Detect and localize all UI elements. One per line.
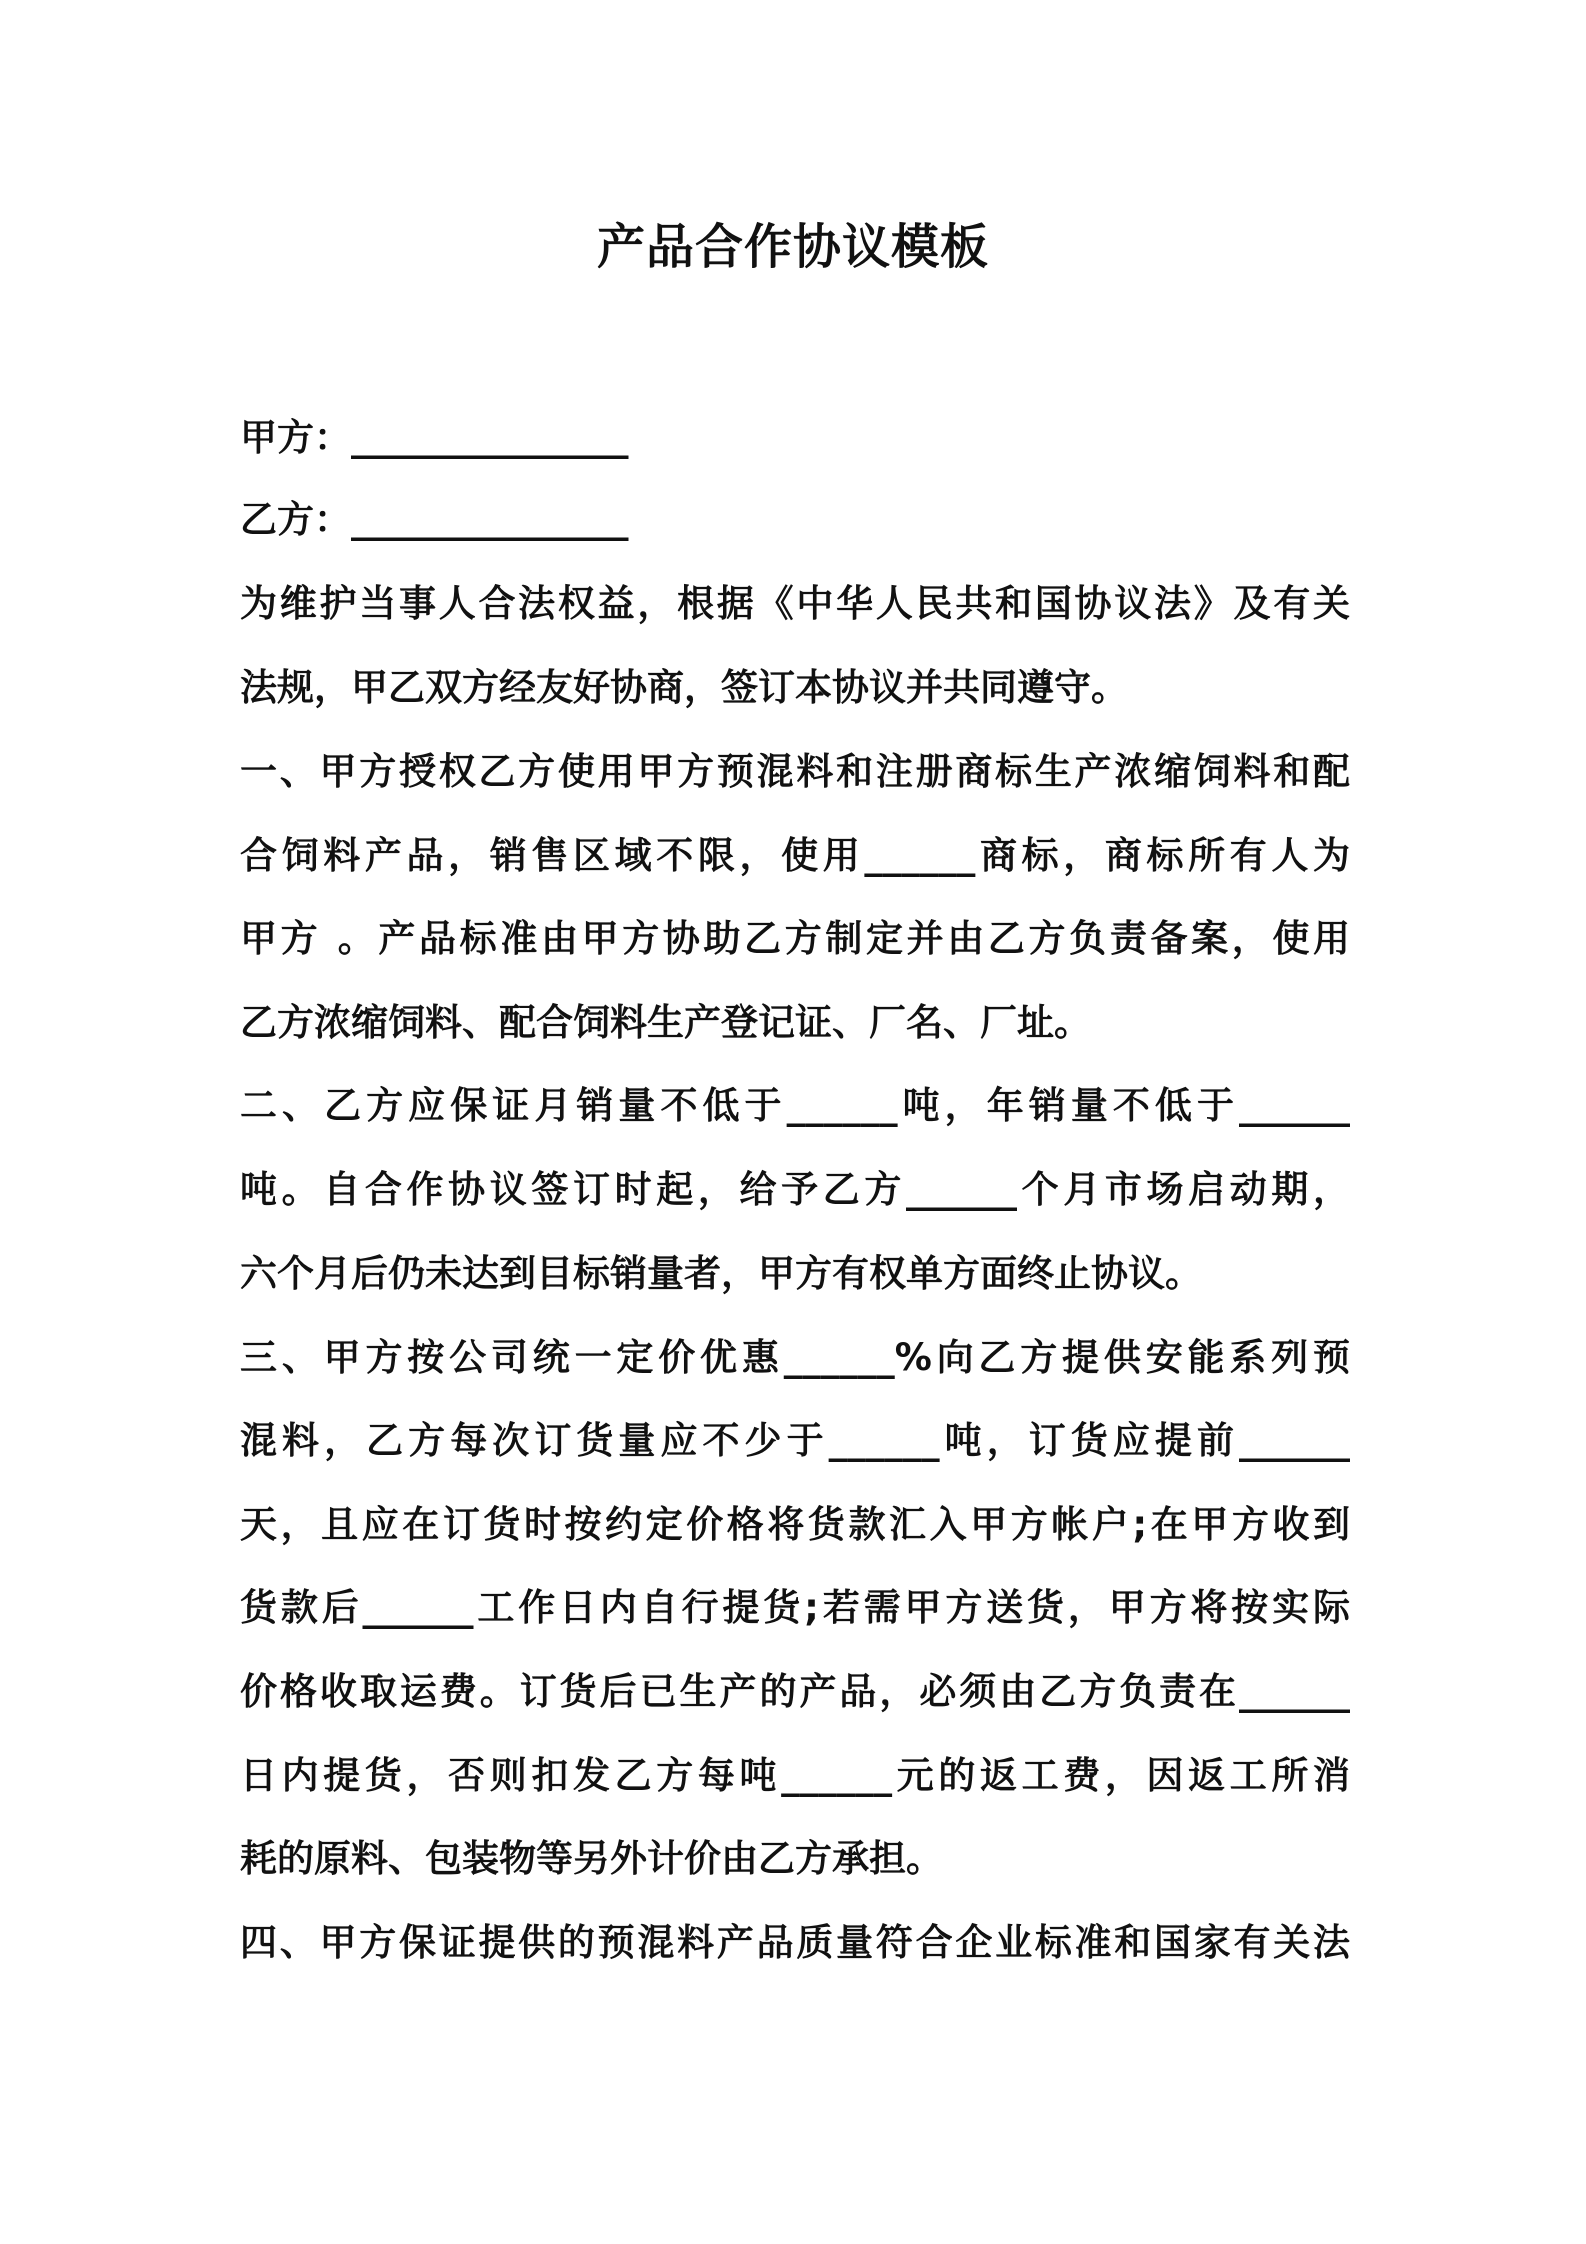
clause-3-line: 货款后______工作日内自行提货;若需甲方送货，甲方将按实际 xyxy=(240,1586,1350,1629)
clause-4-line: 四、甲方保证提供的预混料产品质量符合企业标准和国家有关法 xyxy=(240,1921,1350,1964)
clause-1-line: 乙方浓缩饲料、配合饲料生产登记证、厂名、厂址。 xyxy=(240,1001,1091,1044)
clause-3-line: 耗的原料、包装物等另外计价由乙方承担。 xyxy=(240,1837,943,1880)
clause-3-line: 混料，乙方每次订货量应不少于______吨，订货应提前______ xyxy=(240,1419,1350,1462)
clause-2-line: 吨。自合作协议签订时起，给予乙方______个月市场启动期， xyxy=(240,1168,1350,1211)
preamble-line: 为维护当事人合法权益，根据《中华人民共和国协议法》及有关 xyxy=(240,582,1350,625)
party-a-line: 甲方：_______________ xyxy=(240,416,629,459)
party-b-line: 乙方：_______________ xyxy=(240,498,629,541)
clause-1-line: 一、甲方授权乙方使用甲方预混料和注册商标生产浓缩饲料和配 xyxy=(240,750,1350,793)
clause-2-line: 二、乙方应保证月销量不低于______吨，年销量不低于______ xyxy=(240,1084,1350,1127)
clause-3-line: 日内提货，否则扣发乙方每吨______元的返工费，因返工所消 xyxy=(240,1754,1350,1797)
clause-3-line: 三、甲方按公司统一定价优惠______%向乙方提供安能系列预 xyxy=(240,1336,1350,1379)
clause-3-line: 天，且应在订货时按约定价格将货款汇入甲方帐户;在甲方收到 xyxy=(240,1503,1350,1546)
clause-1-line: 合饲料产品，销售区域不限，使用______商标，商标所有人为 xyxy=(240,834,1350,877)
clause-1-line: 甲方 。产品标准由甲方协助乙方制定并由乙方负责备案，使用 xyxy=(240,917,1350,960)
clause-2-line: 六个月后仍未达到目标销量者，甲方有权单方面终止协议。 xyxy=(240,1252,1202,1295)
document-title: 产品合作协议模板 xyxy=(596,219,989,275)
preamble-line: 法规，甲乙双方经友好协商，签订本协议并共同遵守。 xyxy=(240,666,1128,709)
clause-3-line: 价格收取运费。订货后已生产的产品，必须由乙方负责在______ xyxy=(240,1670,1350,1713)
